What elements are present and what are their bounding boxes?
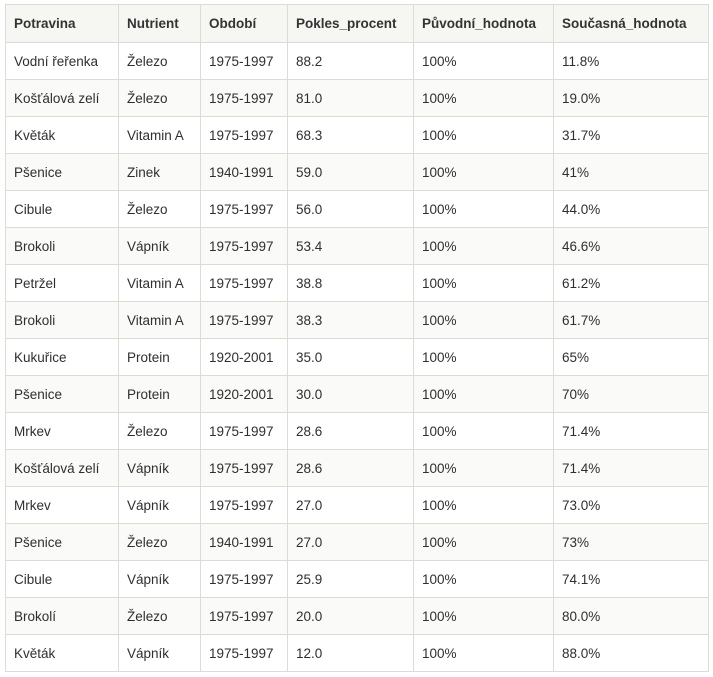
table-body — [6, 43, 709, 672]
cell-soucasna-hodnota: 71.4% — [554, 413, 709, 450]
table-row — [6, 302, 709, 339]
cell-obdobi: 1940-1991 — [201, 154, 288, 191]
cell-potravina: Pšenice — [6, 376, 119, 413]
cell-puvodni-hodnota: 100% — [414, 598, 554, 635]
cell-obdobi: 1975-1997 — [201, 635, 288, 672]
cell-soucasna-hodnota: 61.7% — [554, 302, 709, 339]
cell-puvodni-hodnota: 100% — [414, 413, 554, 450]
cell-potravina: Mrkev — [6, 413, 119, 450]
table-row — [6, 561, 709, 598]
table-row — [6, 524, 709, 561]
cell-puvodni-hodnota: 100% — [414, 154, 554, 191]
cell-potravina: Brokolí — [6, 598, 119, 635]
cell-nutrient: Vitamin A — [119, 117, 201, 154]
cell-obdobi: 1975-1997 — [201, 265, 288, 302]
cell-potravina: Košťálová zelí — [6, 80, 119, 117]
cell-nutrient: Vitamin A — [119, 265, 201, 302]
cell-obdobi: 1975-1997 — [201, 43, 288, 80]
cell-pokles-procent: 28.6 — [288, 450, 414, 487]
cell-obdobi: 1940-1991 — [201, 524, 288, 561]
cell-pokles-procent: 53.4 — [288, 228, 414, 265]
table-row — [6, 450, 709, 487]
cell-soucasna-hodnota: 88.0% — [554, 635, 709, 672]
data-table-container — [5, 4, 708, 672]
cell-obdobi: 1975-1997 — [201, 561, 288, 598]
cell-obdobi: 1920-2001 — [201, 339, 288, 376]
cell-potravina: Pšenice — [6, 154, 119, 191]
cell-potravina: Cibule — [6, 561, 119, 598]
cell-potravina: Květák — [6, 117, 119, 154]
cell-puvodni-hodnota: 100% — [414, 228, 554, 265]
cell-puvodni-hodnota: 100% — [414, 339, 554, 376]
cell-potravina: Mrkev — [6, 487, 119, 524]
cell-soucasna-hodnota: 19.0% — [554, 80, 709, 117]
cell-potravina: Kukuřice — [6, 339, 119, 376]
cell-nutrient: Železo — [119, 191, 201, 228]
column-header-puvodni-hodnota[interactable]: Původní_hodnota — [414, 5, 554, 43]
cell-obdobi: 1975-1997 — [201, 302, 288, 339]
cell-pokles-procent: 12.0 — [288, 635, 414, 672]
cell-soucasna-hodnota: 41% — [554, 154, 709, 191]
cell-obdobi: 1975-1997 — [201, 598, 288, 635]
cell-puvodni-hodnota: 100% — [414, 302, 554, 339]
cell-puvodni-hodnota: 100% — [414, 635, 554, 672]
cell-pokles-procent: 88.2 — [288, 43, 414, 80]
cell-obdobi: 1975-1997 — [201, 450, 288, 487]
data-table — [5, 4, 709, 672]
table-row — [6, 117, 709, 154]
cell-nutrient: Vápník — [119, 487, 201, 524]
cell-pokles-procent: 27.0 — [288, 524, 414, 561]
header-row — [6, 5, 709, 43]
cell-nutrient: Vápník — [119, 228, 201, 265]
cell-obdobi: 1975-1997 — [201, 191, 288, 228]
cell-obdobi: 1975-1997 — [201, 413, 288, 450]
cell-nutrient: Vitamin A — [119, 302, 201, 339]
table-row — [6, 228, 709, 265]
cell-soucasna-hodnota: 11.8% — [554, 43, 709, 80]
cell-soucasna-hodnota: 65% — [554, 339, 709, 376]
table-row — [6, 598, 709, 635]
cell-puvodni-hodnota: 100% — [414, 117, 554, 154]
cell-puvodni-hodnota: 100% — [414, 561, 554, 598]
cell-pokles-procent: 20.0 — [288, 598, 414, 635]
cell-pokles-procent: 38.3 — [288, 302, 414, 339]
cell-pokles-procent: 35.0 — [288, 339, 414, 376]
cell-soucasna-hodnota: 61.2% — [554, 265, 709, 302]
cell-nutrient: Zinek — [119, 154, 201, 191]
column-header-nutrient[interactable]: Nutrient — [119, 5, 201, 43]
cell-soucasna-hodnota: 73.0% — [554, 487, 709, 524]
cell-obdobi: 1975-1997 — [201, 487, 288, 524]
column-header-pokles-procent[interactable]: Pokles_procent — [288, 5, 414, 43]
cell-soucasna-hodnota: 74.1% — [554, 561, 709, 598]
table-row — [6, 154, 709, 191]
cell-nutrient: Železo — [119, 413, 201, 450]
table-header — [6, 5, 709, 43]
cell-pokles-procent: 81.0 — [288, 80, 414, 117]
cell-pokles-procent: 30.0 — [288, 376, 414, 413]
table-row — [6, 635, 709, 672]
cell-obdobi: 1975-1997 — [201, 80, 288, 117]
cell-soucasna-hodnota: 31.7% — [554, 117, 709, 154]
cell-nutrient: Železo — [119, 80, 201, 117]
cell-obdobi: 1920-2001 — [201, 376, 288, 413]
cell-puvodni-hodnota: 100% — [414, 487, 554, 524]
cell-puvodni-hodnota: 100% — [414, 450, 554, 487]
cell-nutrient: Vápník — [119, 450, 201, 487]
table-row — [6, 376, 709, 413]
cell-pokles-procent: 68.3 — [288, 117, 414, 154]
cell-soucasna-hodnota: 70% — [554, 376, 709, 413]
column-header-obdobi[interactable]: Období — [201, 5, 288, 43]
cell-potravina: Pšenice — [6, 524, 119, 561]
cell-nutrient: Železo — [119, 43, 201, 80]
column-header-soucasna-hodnota[interactable]: Současná_hodnota — [554, 5, 709, 43]
cell-potravina: Brokoli — [6, 228, 119, 265]
table-row — [6, 43, 709, 80]
cell-potravina: Brokoli — [6, 302, 119, 339]
cell-soucasna-hodnota: 44.0% — [554, 191, 709, 228]
cell-pokles-procent: 27.0 — [288, 487, 414, 524]
cell-puvodni-hodnota: 100% — [414, 80, 554, 117]
cell-pokles-procent: 25.9 — [288, 561, 414, 598]
cell-pokles-procent: 38.8 — [288, 265, 414, 302]
cell-nutrient: Protein — [119, 339, 201, 376]
cell-obdobi: 1975-1997 — [201, 228, 288, 265]
table-row — [6, 487, 709, 524]
cell-nutrient: Vápník — [119, 635, 201, 672]
cell-nutrient: Železo — [119, 598, 201, 635]
cell-potravina: Cibule — [6, 191, 119, 228]
cell-puvodni-hodnota: 100% — [414, 191, 554, 228]
table-row — [6, 265, 709, 302]
cell-soucasna-hodnota: 46.6% — [554, 228, 709, 265]
table-row — [6, 80, 709, 117]
cell-soucasna-hodnota: 71.4% — [554, 450, 709, 487]
cell-potravina: Košťálová zelí — [6, 450, 119, 487]
table-row — [6, 191, 709, 228]
cell-puvodni-hodnota: 100% — [414, 524, 554, 561]
column-header-potravina[interactable]: Potravina — [6, 5, 119, 43]
cell-puvodni-hodnota: 100% — [414, 265, 554, 302]
cell-pokles-procent: 28.6 — [288, 413, 414, 450]
cell-pokles-procent: 59.0 — [288, 154, 414, 191]
cell-soucasna-hodnota: 80.0% — [554, 598, 709, 635]
cell-soucasna-hodnota: 73% — [554, 524, 709, 561]
cell-pokles-procent: 56.0 — [288, 191, 414, 228]
cell-puvodni-hodnota: 100% — [414, 43, 554, 80]
cell-nutrient: Protein — [119, 376, 201, 413]
table-row — [6, 413, 709, 450]
cell-puvodni-hodnota: 100% — [414, 376, 554, 413]
cell-obdobi: 1975-1997 — [201, 117, 288, 154]
cell-potravina: Petržel — [6, 265, 119, 302]
cell-potravina: Vodní řeřenka — [6, 43, 119, 80]
cell-potravina: Květák — [6, 635, 119, 672]
cell-nutrient: Vápník — [119, 561, 201, 598]
table-row — [6, 339, 709, 376]
cell-nutrient: Železo — [119, 524, 201, 561]
